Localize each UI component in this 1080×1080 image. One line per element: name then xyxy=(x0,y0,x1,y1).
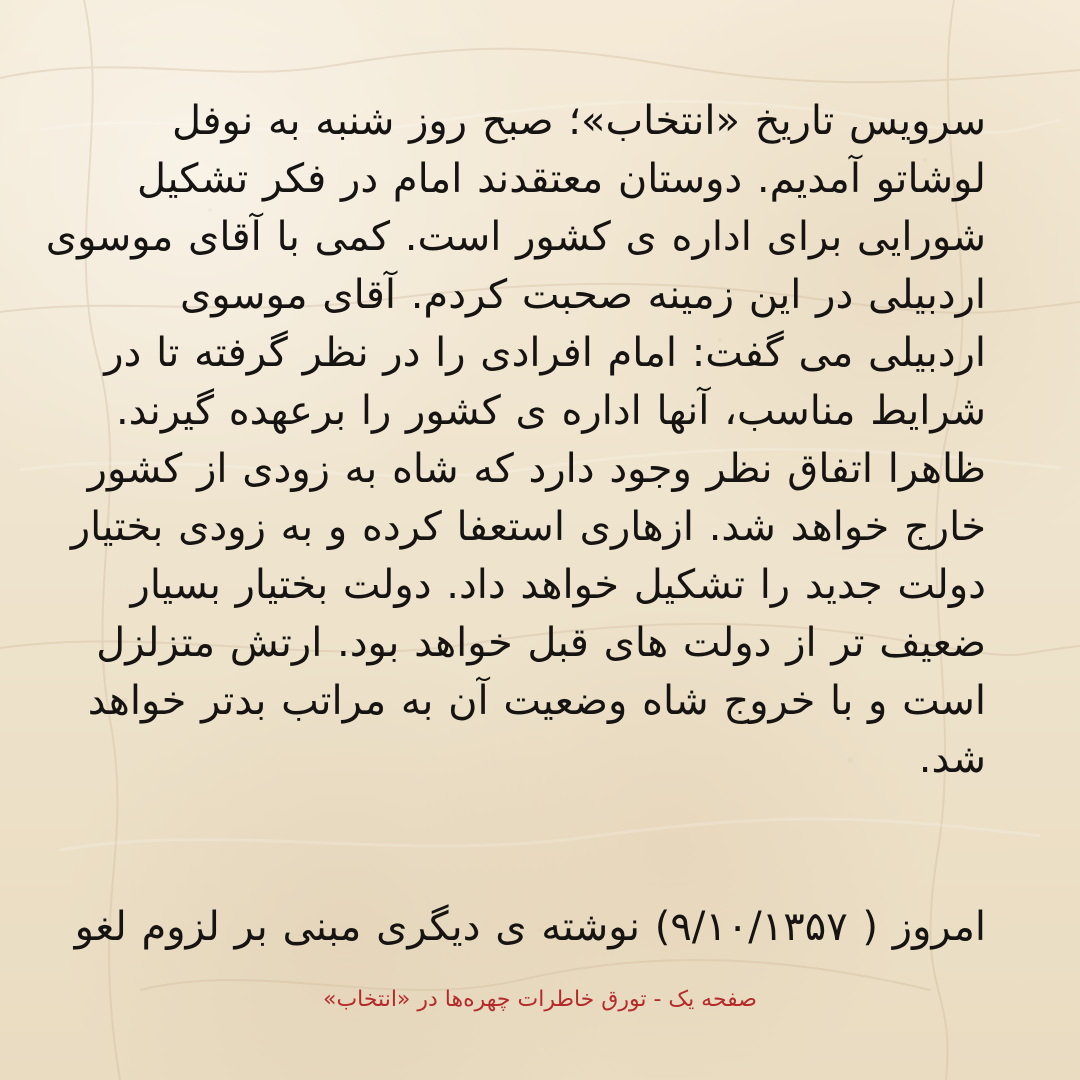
date-line: امروز ( ۹/۱۰/۱۳۵۷) نوشته ی دیگری مبنی بر لزوم لغو xyxy=(74,904,986,950)
paragraph-line-11: است و با خروج شاه وضعیت آن به مراتب بدتر خواهد xyxy=(87,678,986,724)
footer-caption: صفحه یک - تورق خاطرات چهره‌ها در «انتخاب» xyxy=(322,987,757,1012)
paragraph-line-10: ضعیف تر از دولت های قبل خواهد بود. ارتش متزلزل xyxy=(96,620,986,666)
paragraph-line-8: خارج خواهد شد. ازهاری استعفا کرده و به زودی بختیار xyxy=(70,504,986,550)
paragraph-line-6: شرایط مناسب، آنها اداره ی کشور را برعهده گیرند. xyxy=(115,388,986,434)
paragraph-line-12: شد. xyxy=(918,736,986,782)
paragraph-line-1: سرویس تاریخ «انتخاب»؛ صبح روز شنبه به نوفل xyxy=(172,98,986,144)
paragraph-line-5: اردبیلی می گفت: امام افرادی را در نظر گرفته تا در xyxy=(104,330,986,376)
document-body xyxy=(45,92,986,788)
paragraph-line-9: دولت جدید را تشکیل خواهد داد. دولت بختیار بسیار xyxy=(130,562,986,608)
paragraph-line-7: ظاهرا اتفاق نظر وجود دارد که شاه به زودی از کشور xyxy=(87,446,986,492)
paragraph-line-2: لوشاتو آمدیم. دوستان معتقدند امام در فکر تشکیل xyxy=(137,156,986,202)
paragraph-line-4: اردبیلی در این زمینه صحبت کردم. آقای موسوی xyxy=(179,272,986,318)
paragraph-line-3: شورایی برای اداره ی کشور است. کمی با آقای موسوی xyxy=(45,214,986,260)
